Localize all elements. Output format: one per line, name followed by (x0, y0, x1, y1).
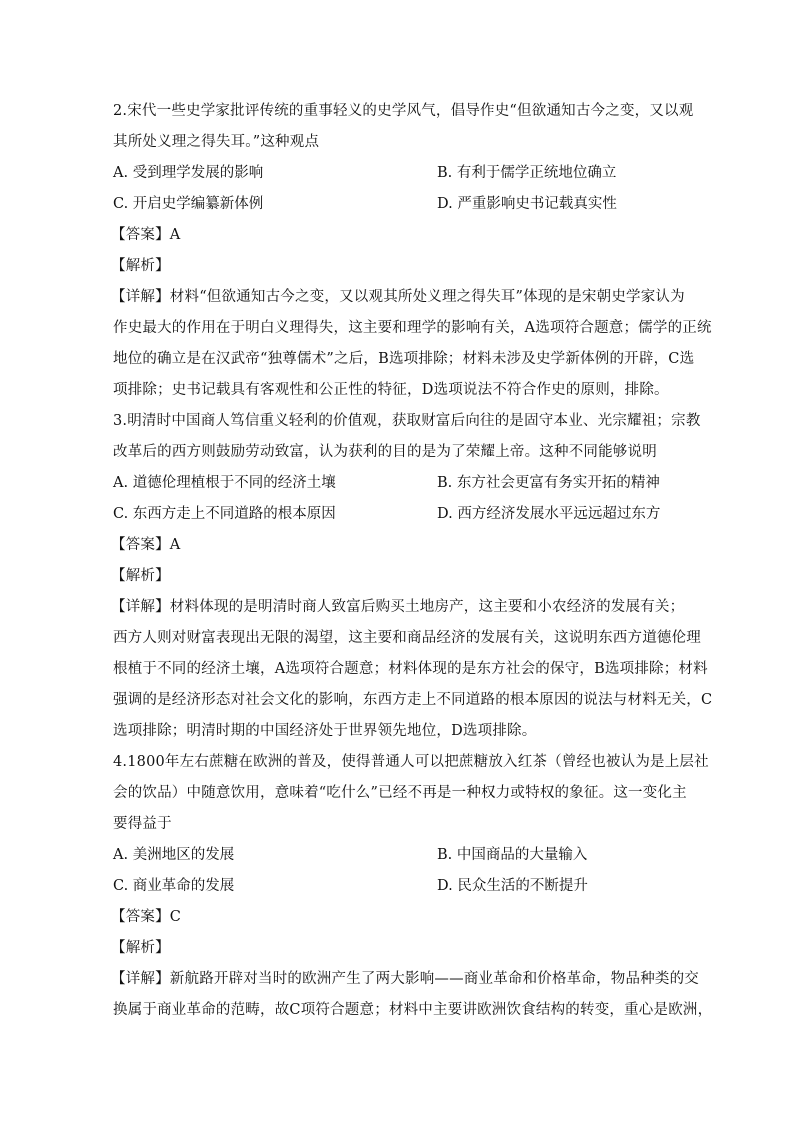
option-d: D. 民众生活的不断提升 (437, 878, 588, 894)
detail-text: 根植于不同的经济土壤，A选项符合题意；材料体现的是东方社会的保守，B选项排除；材料 (113, 661, 708, 677)
detail-text: 作史最大的作用在于明白义理得失，这主要和理学的影响有关，A选项符合题意；儒学的正统 (113, 320, 712, 336)
option-c: C. 开启史学编纂新体例 (113, 196, 264, 212)
option-a: A. 道德伦理植根于不同的经济土壤 (113, 475, 336, 491)
answer-label: 【答案】C (111, 909, 182, 925)
answer-label: 【答案】A (111, 227, 181, 243)
detail-text: 【详解】材料体现的是明清时商人致富后购买土地房产，这主要和小农经济的发展有关； (111, 599, 685, 615)
options-row (113, 189, 685, 220)
detail-text: 【详解】新航路开辟对当时的欧洲产生了两大影响——商业革命和价格革命，物品种类的交 (111, 971, 699, 987)
question-stem: 改革后的西方则鼓励劳动致富，认为获利的目的是为了荣耀上帝。这种不同能够说明 (113, 444, 657, 460)
question-4 (111, 747, 713, 1026)
option-b: B. 东方社会更富有务实开拓的精神 (437, 475, 660, 491)
option-c: C. 商业革命的发展 (113, 878, 235, 894)
question-stem: 其所处义理之得失耳。”这种观点 (113, 134, 320, 150)
option-d: D. 西方经济发展水平远远超过东方 (437, 506, 661, 522)
detail-text: 地位的确立是在汉武帝“独尊儒术”之后，B选项排除；材料未涉及史学新体例的开辟，C选 (113, 351, 695, 367)
option-a: A. 受到理学发展的影响 (113, 165, 264, 181)
options-row (113, 158, 685, 189)
question-stem: 4.1800年左右蔗糖在欧洲的普及，使得普通人可以把蔗糖放入红茶（曾经也被认为是上层社 (113, 754, 709, 770)
question-stem: 3.明清时中国商人笃信重义轻利的价值观，获取财富后向往的是固守本业、光宗耀祖；宗教 (113, 413, 701, 429)
options-row (113, 468, 685, 499)
option-b: B. 有利于儒学正统地位确立 (437, 165, 617, 181)
detail-text: 换属于商业革命的范畴，故C项符合题意；材料中主要讲欧洲饮食结构的转变，重心是欧洲， (113, 1002, 713, 1018)
detail-text: 强调的是经济形态对社会文化的影响，东西方走上不同道路的根本原因的说法与材料无关，C (113, 692, 713, 708)
question-stem: 会的饮品）中随意饮用，意味着“吃什么”已经不再是一种权力或特权的象征。这一变化主 (113, 785, 687, 801)
document-page (111, 96, 713, 1026)
analysis-label: 【解析】 (111, 568, 170, 584)
question-3 (111, 406, 713, 747)
option-c: C. 东西方走上不同道路的根本原因 (113, 506, 336, 522)
options-row (113, 499, 685, 530)
option-a: A. 美洲地区的发展 (113, 847, 235, 863)
detail-text: 【详解】材料“但欲通知古今之变，又以观其所处义理之得失耳”体现的是宋朝史学家认为 (111, 289, 685, 305)
detail-text: 西方人则对财富表现出无限的渴望，这主要和商品经济的发展有关，这说明东西方道德伦理 (113, 630, 701, 646)
option-b: B. 中国商品的大量输入 (437, 847, 588, 863)
question-2 (111, 96, 712, 406)
options-row (113, 840, 685, 871)
analysis-label: 【解析】 (111, 258, 170, 274)
question-stem: 要得益于 (113, 816, 172, 832)
detail-text: 选项排除；明清时期的中国经济处于世界领先地位，D选项排除。 (113, 723, 537, 739)
answer-label: 【答案】A (111, 537, 181, 553)
option-d: D. 严重影响史书记载真实性 (437, 196, 617, 212)
question-stem: 2.宋代一些史学家批评传统的重事轻义的史学风气，倡导作史“但欲通知古今之变，又以观 (113, 103, 694, 119)
analysis-label: 【解析】 (111, 940, 170, 956)
detail-text: 项排除；史书记载具有客观性和公正性的特征，D选项说法不符合作史的原则，排除。 (113, 382, 669, 398)
options-row (113, 871, 685, 902)
